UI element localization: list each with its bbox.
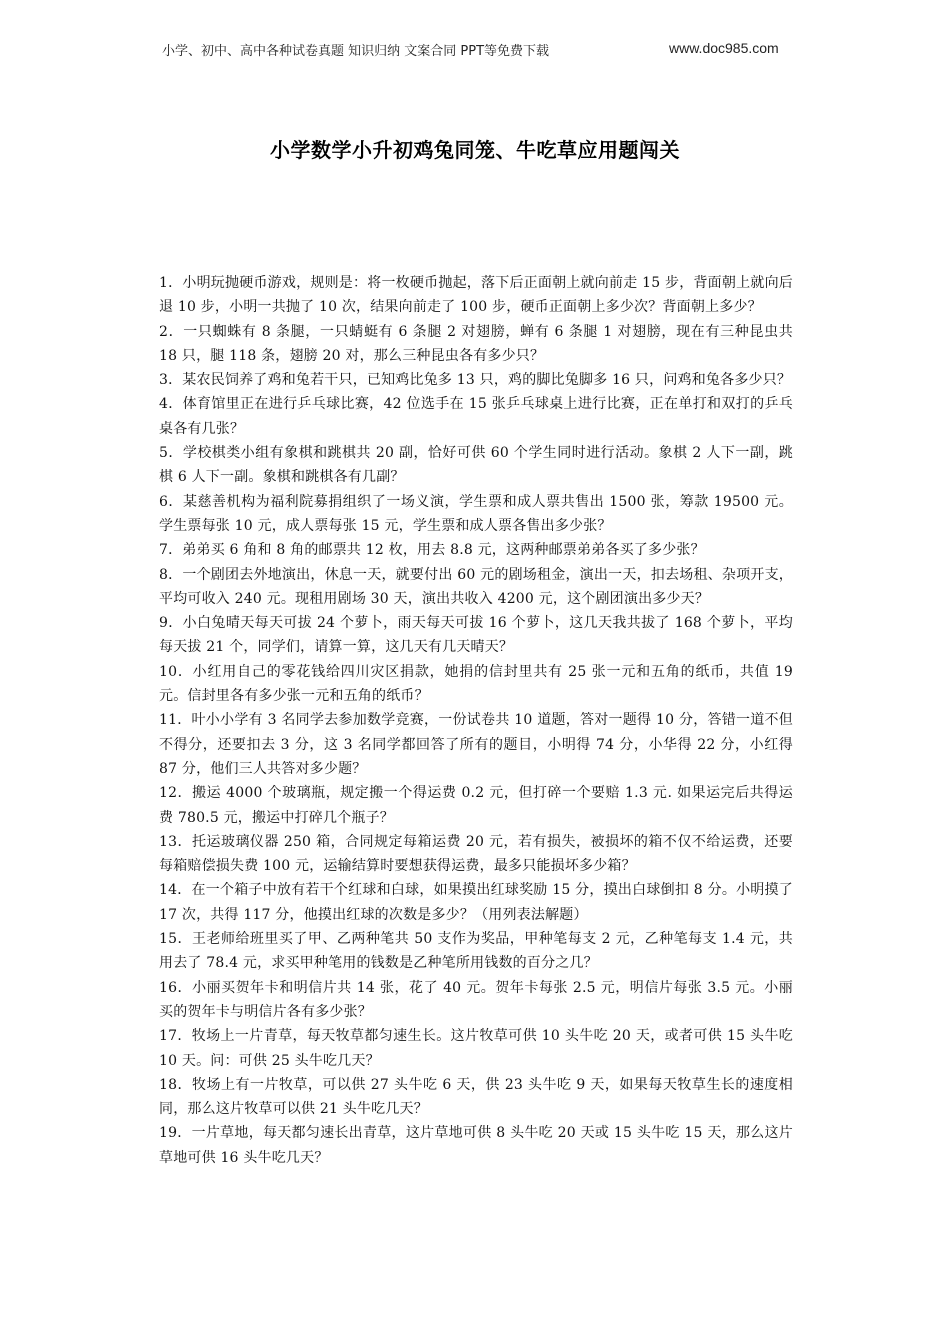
document-title: 小学数学小升初鸡兔同笼、牛吃草应用题闯关 [270, 138, 680, 162]
question-item: 7．弟弟买 6 角和 8 角的邮票共 12 枚，用去 8.8 元，这两种邮票弟弟各买了多少张？ [159, 542, 705, 559]
question-item: 15．王老师给班里买了甲、乙两种笔共 50 支作为奖品，甲种笔每支 2 元，乙种笔每支 1.4 元，共用去了 78.4 元，求买甲种笔用的钱数是乙种笔所用钱数的百分之几？ [159, 931, 793, 972]
question-item: 17．牧场上一片青草，每天牧草都匀速生长。这片牧草可供 10 头牛吃 20 天，或者可供 15 头牛吃 10 天。问：可供 25 头牛吃几天？ [159, 1028, 793, 1069]
question-item: 12．搬运 4000 个玻璃瓶，规定搬一个得运费 0.2 元，但打碎一个要赔 1.3 元. 如果运完后共得运费 780.5 元，搬运中打碎几个瓶子？ [159, 785, 793, 826]
question-item: 18．牧场上有一片牧草，可以供 27 头牛吃 6 天，供 23 头牛吃 9 天，如果每天牧草生长的速度相同，那么这片牧草可以供 21 头牛吃几天？ [159, 1076, 793, 1118]
question-item: 8．一个剧团去外地演出，休息一天，就要付出 60 元的剧场租金，演出一天，扣去场租、杂项开支，平均可收入 240 元。现租用剧场 30 天，演出共收入 4200 元，这个剧团演出多少天？ [159, 566, 793, 607]
question-item: 10．小红用自己的零花钱给四川灾区捐款，她捐的信封里共有 25 张一元和五角的纸币，共值 19 元。信封里各有多少张一元和五角的纸币？ [159, 663, 793, 705]
question-item: 4．体育馆里正在进行乒乓球比赛，42 位选手在 15 张乒乓球桌上进行比赛，正在单打和双打的乒乓桌各有几张？ [159, 396, 793, 437]
question-item: 2．一只蜘蛛有 8 条腿，一只蜻蜓有 6 条腿 2 对翅膀，蝉有 6 条腿 1 对翅膀，现在有三种昆虫共 18 只，腿 118 条，翅膀 20 对，那么三种昆虫各有多少只？ [159, 323, 793, 364]
header-text: 小学、初中、高中各种试卷真题 知识归纳 文案合同 PPT等免费下载 [162, 44, 550, 59]
question-item: 9．小白兔晴天每天可拔 24 个萝卜，雨天每天可拔 16 个萝卜，这几天我共拔了 168 个萝卜，平均每天拔 21 个，同学们，请算一算，这几天有几天晴天？ [159, 615, 793, 656]
question-item: 3．某农民饲养了鸡和兔若干只，已知鸡比兔多 13 只，鸡的脚比兔脚多 16 只，问鸡和兔各多少只？ [159, 372, 792, 389]
header-site-url: www.doc985.com [669, 40, 779, 56]
question-item: 6．某慈善机构为福利院募捐组织了一场义演，学生票和成人票共售出 1500 张，筹款 19500 元。学生票每张 10 元，成人票每张 15 元，学生票和成人票各售出多少张？ [159, 493, 793, 534]
question-item: 19．一片草地，每天都匀速长出青草，这片草地可供 8 头牛吃 20 天或 15 头牛吃 15 天，那么这片草地可供 16 头牛吃几天？ [159, 1125, 793, 1166]
question-list [159, 271, 793, 1170]
question-item: 13．托运玻璃仪器 250 箱，合同规定每箱运费 20 元，若有损失，被损坏的箱不仅不给运费，还要每箱赔偿损失费 100 元，运输结算时要想获得运费，最多只能损坏多少箱？ [159, 833, 793, 875]
question-item: 16．小丽买贺年卡和明信片共 14 张，花了 40 元。贺年卡每张 2.5 元，明信片每张 3.5 元。小丽买的贺年卡与明信片各有多少张？ [159, 979, 793, 1020]
question-item: 1．小明玩抛硬币游戏，规则是：将一枚硬币抛起，落下后正面朝上就向前走 15 步，背面朝上就向后退 10 步，小明一共抛了 10 次，结果向前走了 100 步，硬币正面朝上多少次？背面朝上多少？ [159, 275, 793, 316]
question-item: 11．叶小小学有 3 名同学去参加数学竞赛，一份试卷共 10 道题，答对一题得 10 分，答错一道不但不得分，还要扣去 3 分，这 3 名同学都回答了所有的题目，小明得 74 分，小华得 22 分，小红得 87 分，他们三人共答对多少题？ [159, 712, 793, 777]
page-header [162, 40, 802, 62]
question-item: 5．学校棋类小组有象棋和跳棋共 20 副，恰好可供 60 个学生同时进行活动。象棋 2 人下一副，跳棋 6 人下一副。象棋和跳棋各有几副？ [159, 445, 793, 486]
question-item: 14．在一个箱子中放有若干个红球和白球，如果摸出红球奖励 15 分，摸出白球倒扣 8 分。小明摸了 17 次，共得 117 分，他摸出红球的次数是多少？（用列表法解题） [159, 882, 793, 923]
